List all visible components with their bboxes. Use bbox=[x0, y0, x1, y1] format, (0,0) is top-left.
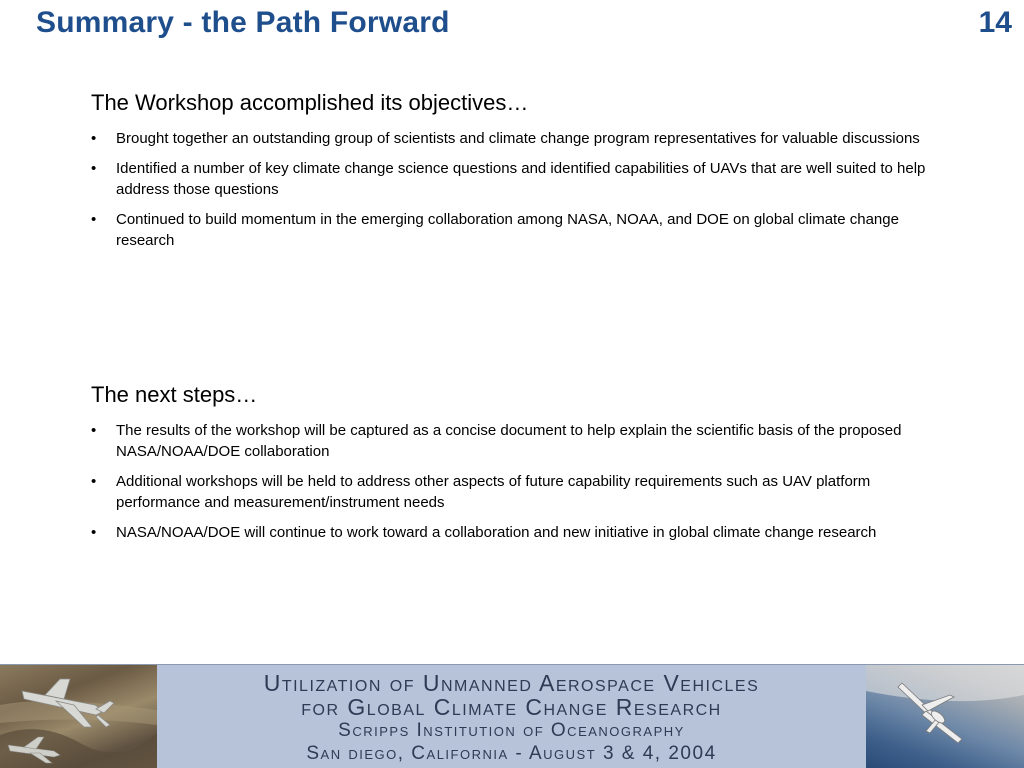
footer-institution: Scripps Institution of Oceanography bbox=[338, 720, 685, 741]
bullet-text: NASA/NOAA/DOE will continue to work toward a collaboration and new initiative in global climate change research bbox=[116, 524, 877, 541]
bullet-text: Brought together an outstanding group of scientists and climate change program representatives for valuable discussions bbox=[116, 130, 920, 147]
bullet-dot-icon: • bbox=[91, 473, 97, 490]
footer-title-line-2: for Global Climate Change Research bbox=[301, 694, 722, 720]
global-hawk-uav-icon bbox=[866, 665, 1024, 768]
bullet-text: Continued to build momentum in the emerging collaboration among NASA, NOAA, and DOE on global climate change research bbox=[116, 211, 899, 249]
uav-photo-left bbox=[0, 665, 157, 768]
page-number: 14 bbox=[978, 6, 1012, 39]
bullet-item bbox=[91, 209, 951, 251]
bullet-dot-icon: • bbox=[91, 130, 97, 147]
bullet-list bbox=[91, 420, 951, 543]
bullet-item bbox=[91, 420, 951, 462]
footer-caption bbox=[157, 671, 866, 765]
section-heading: The Workshop accomplished its objectives… bbox=[91, 90, 529, 115]
bullet-dot-icon: • bbox=[91, 422, 97, 439]
slide-title: Summary - the Path Forward bbox=[36, 6, 450, 39]
predator-uav-icon bbox=[0, 665, 157, 768]
bullet-text: Identified a number of key climate change science questions and identified capabilities of UAVs that are well suited to help address those questions bbox=[116, 160, 926, 198]
section-next-steps bbox=[91, 382, 951, 552]
bullet-list bbox=[91, 128, 951, 251]
bullet-dot-icon: • bbox=[91, 524, 97, 541]
footer-location-date: San diego, California - August 3 & 4, 2004 bbox=[306, 743, 717, 764]
bullet-text: The results of the workshop will be captured as a concise document to help explain the scientific basis of the proposed NASA/NOAA/DOE collaboration bbox=[116, 422, 902, 460]
footer-title-line-1: Utilization of Unmanned Aerospace Vehicles bbox=[263, 670, 760, 696]
section-heading: The next steps… bbox=[91, 382, 258, 407]
uav-photo-right bbox=[866, 665, 1024, 768]
bullet-item bbox=[91, 128, 951, 149]
bullet-dot-icon: • bbox=[91, 211, 97, 228]
bullet-item bbox=[91, 158, 951, 200]
bullet-item bbox=[91, 471, 951, 513]
bullet-item bbox=[91, 522, 951, 543]
section-objectives bbox=[91, 90, 951, 260]
bullet-text: Additional workshops will be held to address other aspects of future capability requirements such as UAV platform performance and measurement/instrument needs bbox=[116, 473, 871, 511]
footer-banner bbox=[0, 664, 1024, 768]
bullet-dot-icon: • bbox=[91, 160, 97, 177]
